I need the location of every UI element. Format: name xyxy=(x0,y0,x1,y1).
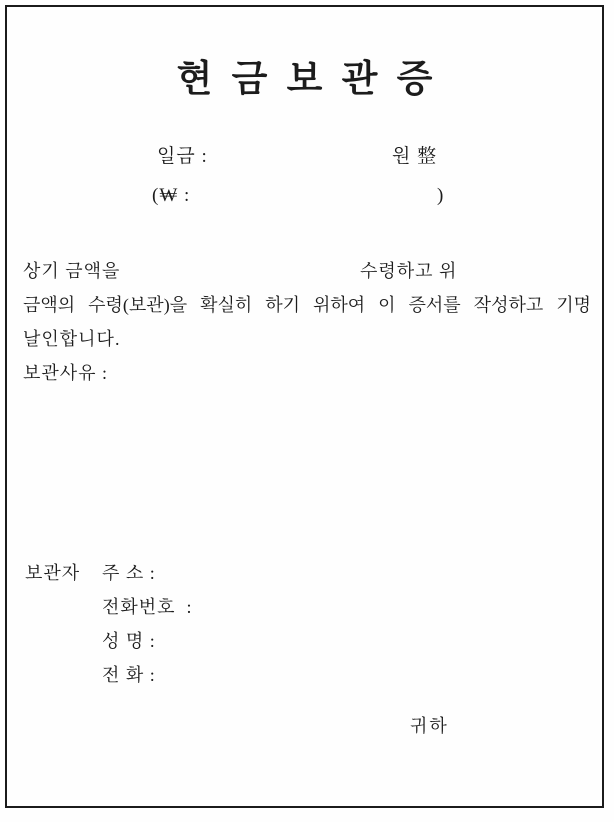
custodian-phone-number-label: 전화번호 : xyxy=(102,597,193,617)
body-line1-prefix: 상기 금액을 xyxy=(23,261,121,281)
amount-numeric-close: ) xyxy=(437,185,445,206)
amount-won-suffix: 원 整 xyxy=(392,146,438,167)
custodian-phone-label: 전 화 : xyxy=(102,665,156,685)
document-title: 현 금 보 관 증 xyxy=(176,59,438,100)
custodian-section-label: 보관자 xyxy=(25,563,81,583)
amount-numeric-open: (₩ : xyxy=(152,185,191,206)
body-line1-suffix: 수령하고 위 xyxy=(360,261,458,281)
recipient-suffix: 귀하 xyxy=(410,716,449,736)
amount-label: 일금 : xyxy=(157,146,208,167)
document-border xyxy=(5,5,604,808)
custodian-name-label: 성 명 : xyxy=(102,631,156,651)
custodian-address-label: 주 소 : xyxy=(102,563,156,583)
body-line3: 날인합니다. xyxy=(23,329,121,349)
reason-label: 보관사유 : xyxy=(23,363,109,383)
body-line2: 금액의 수령(보관)을 확실히 하기 위하여 이 증서를 작성하고 기명 xyxy=(23,295,591,315)
